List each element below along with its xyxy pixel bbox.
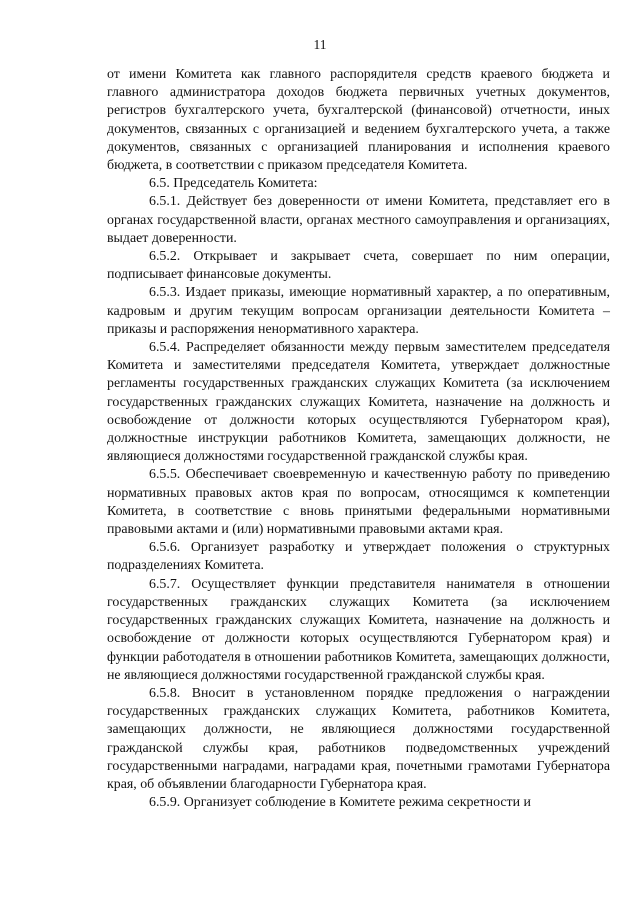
paragraph-6-5-2: 6.5.2. Открывает и закрывает счета, совершает по ним операции, подписывает финансовые документы.: [107, 249, 610, 283]
paragraph-continuation: от имени Комитета как главного распорядителя средств краевого бюджета и главного администратора доходов бюджета первичных учетных документов, регистров бухгалтерского учета, бухгалтерской (финансовой) отчетности, иных документов, связанных с организацией и ведением бухгалтерского учета, а также документов, связанных с организацией планирования и исполнения краевого бюджета, в соответствии с приказом председателя Комитета.: [107, 67, 610, 174]
document-body: [107, 66, 610, 812]
paragraph-6-5-9: 6.5.9. Организует соблюдение в Комитете режима секретности и: [149, 795, 531, 811]
paragraph-6-5-5: 6.5.5. Обеспечивает своевременную и качественную работу по приведению нормативных правовых актов края по вопросам, относящимся к компетенции Комитета, в соответствие с вновь принятыми федеральными нормативными правовыми актами и (или) нормативными правовыми актами края.: [107, 467, 610, 538]
paragraph-6-5-3: 6.5.3. Издает приказы, имеющие нормативный характер, а по оперативным, кадровым и другим текущим вопросам организации деятельности Комитета – приказы и распоряжения ненормативного характера.: [107, 285, 610, 337]
paragraph-6-5-6: 6.5.6. Организует разработку и утверждает положения о структурных подразделениях Комитета.: [107, 540, 610, 574]
paragraph-6-5-8: 6.5.8. Вносит в установленном порядке предложения о награждении государственных гражданских служащих Комитета, работников Комитета, замещающих должности, не являющиеся должностями государственной гражданской службы края, работников подведомственных учреждений государственными наградами, наградами края, почетными грамотами Губернатора края, об объявлении благодарности Губернатора края.: [107, 685, 610, 792]
paragraph-6-5-4: 6.5.4. Распределяет обязанности между первым заместителем председателя Комитета и заместителями председателя Комитета, утверждает должностные регламенты государственных гражданских служащих Комитета (за исключением государственных гражданских служащих Комитета, назначение на должность и освобождение от должности которых осуществляются Губернатором края), должностные инструкции работников Комитета, замещающих должности, не являющиеся должностями государственной гражданской службы края.: [107, 340, 610, 465]
paragraph-6-5: 6.5. Председатель Комитета:: [149, 176, 318, 192]
paragraph-6-5-7: 6.5.7. Осуществляет функции представителя нанимателя в отношении государственных гражданских служащих Комитета (за исключением государственных гражданских служащих Комитета, назначение на должность и освобождение от должности которых осуществляются Губернатором края) и функции работодателя в отношении работников Комитета, замещающих должности, не являющиеся должностями государственной гражданской службы края.: [107, 576, 610, 683]
paragraph-6-5-1: 6.5.1. Действует без доверенности от имени Комитета, представляет его в органах государственной власти, органах местного самоуправления и организациях, выдает доверенности.: [107, 194, 610, 246]
page-number: 11: [313, 37, 327, 52]
